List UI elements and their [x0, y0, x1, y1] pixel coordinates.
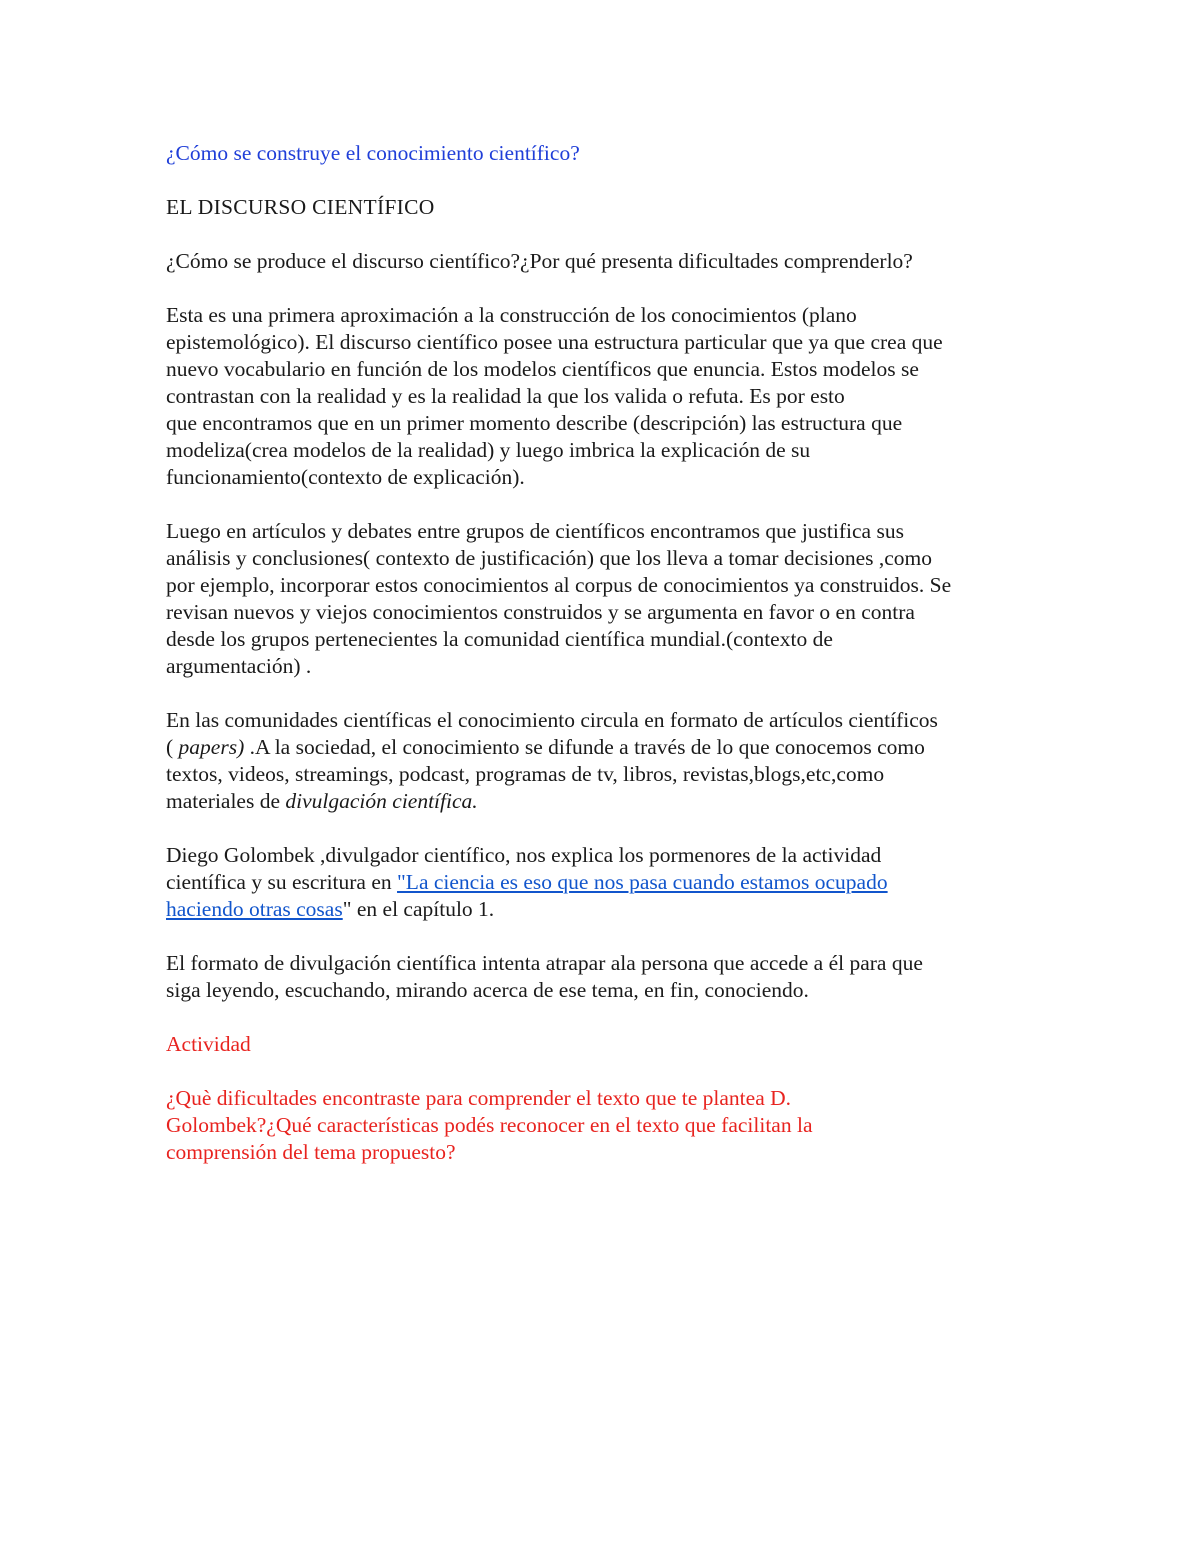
paragraph-line: comprensión del tema propuesto?	[166, 1140, 456, 1164]
paragraph-line: contrastan con la realidad y es la realidad la que los valida o refuta. Es por esto	[166, 384, 845, 408]
paragraph-line: revisan nuevos y viejos conocimientos construidos y se argumenta en favor o en contra	[166, 600, 915, 624]
paragraph-2	[166, 518, 1046, 680]
paragraph-3	[166, 707, 1046, 815]
paragraph-4	[166, 842, 1046, 923]
paragraph-line: que encontramos que en un primer momento describe (descripción) las estructura que	[166, 411, 903, 435]
paragraph-line: desde los grupos pertenecientes la comunidad científica mundial.(contexto de	[166, 627, 833, 651]
sub-question: ¿Cómo se produce el discurso científico?¿Por qué presenta dificultades comprenderlo?	[166, 249, 913, 273]
golombek-book-link-continued[interactable]: haciendo otras cosas	[166, 897, 343, 921]
paragraph-line: nuevo vocabulario en función de los modelos científicos que enuncia. Estos modelos se	[166, 357, 919, 381]
paragraph-line: científica y su escritura en "La ciencia es eso que nos pasa cuando estamos ocupado	[166, 870, 888, 894]
activity-heading: Actividad	[166, 1032, 251, 1056]
paragraph-line: materiales de divulgación científica.	[166, 789, 478, 813]
golombek-book-link[interactable]: "La ciencia es eso que nos pasa cuando estamos ocupado	[397, 870, 888, 894]
paragraph-line: El formato de divulgación científica intenta atrapar ala persona que accede a él para que	[166, 951, 923, 975]
paragraph-line: Diego Golombek ,divulgador científico, nos explica los pormenores de la actividad	[166, 843, 882, 867]
divulgacion-italic: divulgación científica.	[285, 789, 478, 813]
paragraph-line: haciendo otras cosas" en el capítulo 1.	[166, 897, 495, 921]
paragraph-line: epistemológico). El discurso científico posee una estructura particular que ya que crea que	[166, 330, 943, 354]
section-heading: EL DISCURSO CIENTÍFICO	[166, 195, 435, 219]
title-question: ¿Cómo se construye el conocimiento científico?	[166, 141, 580, 165]
papers-italic: papers)	[178, 735, 245, 759]
paragraph-line: Luego en artículos y debates entre grupos de científicos encontramos que justifica sus	[166, 519, 904, 543]
paragraph-line: textos, videos, streamings, podcast, programas de tv, libros, revistas,blogs,etc,como	[166, 762, 885, 786]
paragraph-line: Golombek?¿Qué características podés reconocer en el texto que facilitan la	[166, 1113, 813, 1137]
paragraph-line: análisis y conclusiones( contexto de justificación) que los lleva a tomar decisiones ,como	[166, 546, 933, 570]
paragraph-line: Esta es una primera aproximación a la construcción de los conocimientos (plano	[166, 303, 857, 327]
paragraph-1	[166, 302, 1046, 491]
activity-question	[166, 1085, 1046, 1166]
paragraph-line: siga leyendo, escuchando, mirando acerca de ese tema, en fin, conociendo.	[166, 978, 809, 1002]
paragraph-line: por ejemplo, incorporar estos conocimientos al corpus de conocimientos ya construidos. Se	[166, 573, 952, 597]
paragraph-line: En las comunidades científicas el conocimiento circula en formato de artículos científicos	[166, 708, 938, 732]
paragraph-line: ¿Què dificultades encontraste para comprender el texto que te plantea D.	[166, 1086, 792, 1110]
paragraph-5	[166, 950, 1046, 1004]
document-page	[166, 140, 1046, 1193]
paragraph-line: funcionamiento(contexto de explicación).	[166, 465, 525, 489]
paragraph-line: modeliza(crea modelos de la realidad) y luego imbrica la explicación de su	[166, 438, 811, 462]
paragraph-line: argumentación) .	[166, 654, 312, 678]
paragraph-line: ( papers) .A la sociedad, el conocimiento se difunde a través de lo que conocemos como	[166, 735, 925, 759]
